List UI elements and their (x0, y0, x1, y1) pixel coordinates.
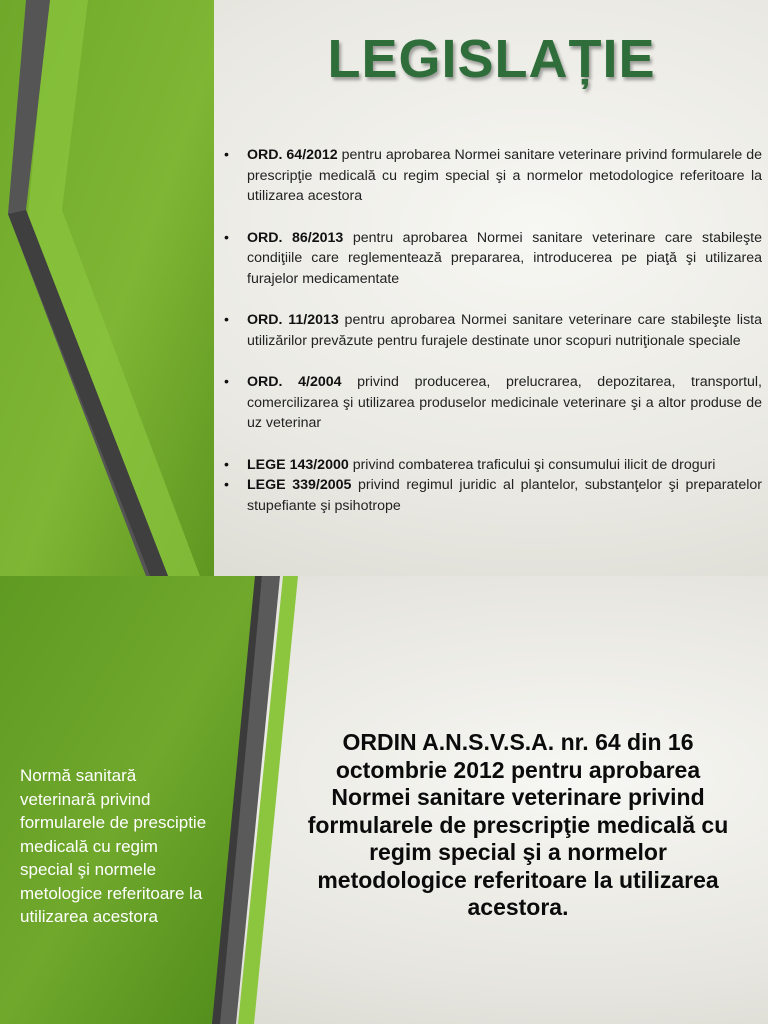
list-item (222, 145, 762, 207)
list-item (222, 310, 762, 351)
order-title: ORDIN A.N.S.V.S.A. nr. 64 din 16 octombrie 2012 pentru aprobarea Normei sanitare veterinare privind formularele de prescripţie medicală cu regim special şi a normelor metodologice referitoare la utilizarea acestora. (307, 729, 729, 920)
slide-ordin (0, 576, 768, 1024)
slide-title: LEGISLAȚIE (327, 29, 656, 89)
list-item (222, 228, 762, 290)
legislation-list (222, 145, 762, 516)
list-item (222, 372, 762, 434)
law-code: ORD. 86/2013 (247, 229, 344, 246)
side-caption: Normă sanitară veterinară privind formularele de presciptie medicală cu regim special şi normele metologice referitoare la utilizarea acestora (20, 766, 207, 926)
law-description: privind combaterea traficului şi consumului ilicit de droguri (348, 456, 716, 473)
law-description: pentru aprobarea Normei sanitare veterinare care stabileşte condiţiile care reglementează prepararea, introducerea pe piaţă şi utilizarea furajelor medicamentate (247, 229, 762, 287)
law-code: LEGE 143/2000 (247, 456, 349, 473)
law-description: pentru aprobarea Normei sanitare veterinare privind formularele de prescripţie medicală cu regim special şi a normelor metodologice referitoare la utilizarea acestora (247, 147, 762, 204)
law-description: privind producerea, prelucrarea, depozitarea, transportul, comercilizarea şi utilizarea produselor medicinale veterinare şi a altor produse de uz veterinar (247, 374, 763, 431)
law-code: ORD. 64/2012 (247, 147, 338, 163)
list-item (222, 475, 762, 516)
law-description: pentru aprobarea Normei sanitare veterinare care stabileşte lista utilizărilor prevăzute pentru furajele destinate unor scopuri nutriţionale speciale (247, 312, 762, 349)
law-code: LEGE 339/2005 (247, 477, 352, 493)
law-code: ORD. 11/2013 (247, 312, 339, 328)
law-description: privind regimul juridic al plantelor, substanţelor şi preparatelor stupefiante şi psihotrope (247, 477, 763, 514)
law-code: ORD. 4/2004 (247, 374, 342, 390)
list-item (222, 455, 762, 476)
